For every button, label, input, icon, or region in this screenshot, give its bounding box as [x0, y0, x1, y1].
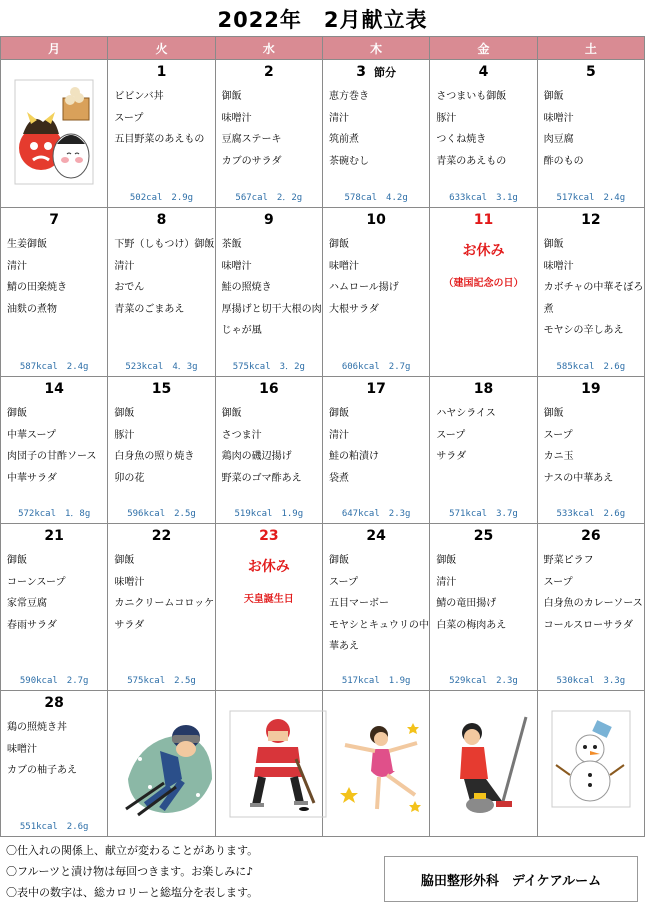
menu-item: さつまいも御飯 [436, 91, 507, 102]
weekday-mon: 月 [1, 37, 108, 60]
menu-item: スープ [543, 576, 573, 588]
menu-item: 清汁 [328, 429, 349, 441]
menu-items [430, 546, 536, 636]
day-cell [322, 208, 429, 377]
day-number: 11 [473, 212, 494, 228]
day-cell [430, 60, 537, 208]
figure-skater-icon [335, 709, 417, 817]
menu-item: 白身魚のカレーソース [543, 598, 643, 609]
day-number: 8 [156, 212, 167, 228]
menu-item: おでん [114, 282, 145, 293]
menu-items [538, 399, 644, 489]
day-cell [1, 377, 108, 524]
day-cell [215, 208, 322, 377]
menu-item: 鶏の照焼き丼 [7, 722, 67, 733]
menu-item: つくね焼き [436, 134, 487, 145]
calorie-salt-info: 633kcal 3.1g [449, 193, 518, 203]
holiday-notice [430, 240, 536, 289]
menu-item: スープ [328, 576, 358, 588]
day-number: 12 [581, 212, 601, 228]
menu-item: 味噌汁 [221, 260, 252, 272]
menu-item: ビビンバ丼 [114, 91, 164, 102]
curling-player-icon [442, 709, 524, 817]
menu-item: 御飯 [114, 408, 135, 419]
day-cell [430, 377, 537, 524]
menu-item: 家常豆腐 [7, 598, 47, 609]
day-cell [322, 524, 429, 691]
menu-item: 御飯 [543, 239, 564, 250]
day-cell [215, 60, 322, 208]
menu-item: 御飯 [114, 555, 135, 566]
weekday-header [1, 37, 645, 60]
day-cell [430, 691, 537, 837]
calorie-salt-info: 578cal 4.2g [344, 193, 408, 203]
day-cell [430, 524, 537, 691]
weekday-tue: 火 [108, 37, 215, 60]
menu-item: 春雨サラダ [7, 619, 57, 631]
organization-name: 脇田整形外科 デイケアルーム [384, 856, 638, 902]
calorie-salt-info: 571kcal 3.7g [449, 509, 518, 519]
calorie-salt-info: 517kcal 2.4g [556, 193, 626, 203]
menu-item: 茶飯 [221, 239, 242, 250]
menu-item: モヤシとキュウリの中華あえ [328, 619, 429, 652]
menu-item: 中華サラダ [7, 472, 57, 484]
holiday-label: お休み [247, 559, 290, 575]
menu-item: モヤシの辛しあえ [543, 325, 624, 336]
day-number: 19 [581, 381, 601, 397]
menu-item: さつま汁 [221, 429, 262, 441]
calorie-salt-info: 567cal 2．2g [235, 193, 303, 203]
menu-item: 味噌汁 [221, 112, 252, 124]
calorie-salt-info: 606kcal 2.7g [341, 362, 411, 372]
day-cell [1, 524, 108, 691]
menu-item: コールスローサラダ [543, 619, 634, 631]
day-number: 26 [581, 528, 601, 544]
menu-item: 鮭の照焼き [221, 282, 272, 293]
menu-items [323, 82, 429, 172]
menu-items [1, 713, 107, 782]
menu-items [108, 82, 214, 151]
menu-items [538, 82, 644, 172]
day-cell [108, 208, 215, 377]
menu-item: 鯖の田楽焼き [7, 282, 67, 293]
menu-item: 下野（しもつけ）御飯 [114, 239, 215, 250]
week-row [1, 60, 645, 208]
calorie-salt-info: 647kcal 2.3g [341, 509, 411, 519]
day-cell [430, 208, 537, 377]
menu-item: 味噌汁 [114, 576, 145, 588]
menu-items [430, 82, 536, 172]
menu-item: スープ [436, 429, 466, 441]
note: 〇フルーツと漬け物は毎回つきます。お楽しみに♪ [6, 865, 254, 878]
menu-items [323, 546, 429, 658]
day-cell [215, 377, 322, 524]
day-cell [215, 691, 322, 837]
menu-item: カニクリームコロッケ [114, 598, 215, 609]
menu-items [216, 399, 322, 489]
menu-item: 味噌汁 [543, 112, 574, 124]
note: 〇仕入れの関係上、献立が変わることがあります。 [6, 844, 259, 857]
menu-item: カニ玉 [543, 451, 574, 462]
menu-item: 味噌汁 [543, 260, 574, 272]
week-row [1, 691, 645, 837]
menu-item: 恵方巻き [328, 91, 369, 102]
day-number: 1 [156, 64, 167, 80]
menu-item: 白身魚の照り焼き [114, 451, 195, 462]
menu-item: 御飯 [328, 408, 349, 419]
menu-item: 御飯 [7, 555, 27, 566]
menu-item: 御飯 [7, 408, 27, 419]
day-number: 15 [151, 381, 172, 397]
page-title: 2022年 2月献立表 [217, 8, 428, 32]
ice-hockey-player-icon [228, 709, 310, 817]
day-number: 23 [259, 528, 279, 544]
calorie-salt-info: 517kcal 1.9g [341, 676, 411, 686]
day-number: 9 [263, 212, 274, 228]
snowman-icon [550, 709, 632, 817]
menu-item: スープ [114, 112, 144, 124]
day-number: 28 [44, 695, 64, 711]
menu-item: 野菜のゴマ酢あえ [221, 472, 302, 484]
menu-item: 青菜のあえもの [436, 155, 507, 167]
menu-items [430, 399, 536, 468]
menu-item: サラダ [114, 619, 145, 631]
day-cell [1, 691, 108, 837]
day-cell [108, 60, 215, 208]
calorie-salt-info: 585kcal 2.6g [556, 362, 626, 372]
setsubun-oni-otafuku-icon [13, 78, 95, 186]
day-number: 2 [263, 64, 274, 80]
day-cell [322, 377, 429, 524]
day-number: 18 [473, 381, 494, 397]
menu-item: ハムロール揚げ [328, 282, 399, 293]
calorie-salt-info: 575kcal 2.5g [127, 676, 196, 686]
calorie-salt-info: 551kcal 2.6g [19, 822, 89, 832]
menu-item: 大根サラダ [328, 303, 379, 315]
menu-item: 味噌汁 [7, 743, 37, 755]
menu-item: 袋煮 [328, 472, 349, 484]
day-number: 24 [366, 528, 386, 544]
calorie-salt-info: 530kcal 3.3g [556, 676, 626, 686]
day-number: 3 節分 [356, 64, 397, 80]
menu-item: 茶碗むし [328, 155, 369, 167]
weekday-fri: 金 [430, 37, 537, 60]
calorie-salt-info: 572kcal 1．8g [18, 509, 91, 519]
day-number: 10 [366, 212, 386, 228]
day-number: 14 [44, 381, 64, 397]
menu-item: 清汁 [7, 260, 27, 272]
menu-item: ハヤシライス [436, 408, 496, 419]
menu-item: 生姜御飯 [7, 239, 47, 250]
menu-item: カボチャの中華そぼろ煮 [543, 282, 644, 315]
calorie-salt-info: 575kcal 3．2g [232, 362, 305, 372]
menu-items [1, 399, 107, 489]
menu-item: 青菜のごまあえ [114, 303, 185, 315]
note: 〇表中の数字は、総カロリーと総塩分を表します。 [6, 886, 259, 899]
week-row [1, 377, 645, 524]
menu-item: 清汁 [436, 576, 457, 588]
menu-item: コーンスープ [7, 576, 66, 588]
menu-item: 酢のもの [543, 155, 584, 167]
ski-jumper-icon [120, 709, 202, 817]
week-row [1, 208, 645, 377]
menu-item: 中華スープ [7, 429, 56, 441]
day-cell [537, 208, 644, 377]
day-cell [108, 691, 215, 837]
notes [6, 840, 258, 903]
menu-item: 鯖の竜田揚げ [436, 598, 497, 609]
menu-item: 御飯 [221, 408, 242, 419]
menu-item: 五目マーボー [328, 598, 389, 609]
menu-item: 清汁 [328, 112, 349, 124]
menu-items [108, 546, 214, 636]
menu-item: 肉豆腐 [543, 134, 574, 145]
menu-items [323, 399, 429, 489]
holiday-label: お休み [462, 243, 505, 259]
day-number: 22 [151, 528, 172, 544]
menu-item: 鮭の粕漬け [328, 451, 379, 462]
menu-items [323, 230, 429, 320]
day-cell [537, 377, 644, 524]
day-number: 17 [366, 381, 386, 397]
holiday-notice [216, 556, 322, 605]
week-row [1, 524, 645, 691]
calorie-salt-info: 590kcal 2.7g [19, 676, 89, 686]
day-cell [215, 524, 322, 691]
menu-item: スープ [543, 429, 573, 441]
day-event: 節分 [374, 66, 397, 79]
day-cell [537, 524, 644, 691]
menu-calendar [0, 36, 645, 837]
menu-item: 豚汁 [114, 429, 135, 441]
weekday-sat: 土 [537, 37, 644, 60]
menu-item: カブのサラダ [221, 155, 282, 167]
weekday-thu: 木 [322, 37, 429, 60]
day-cell [108, 524, 215, 691]
day-cell [322, 60, 429, 208]
day-number: 21 [44, 528, 64, 544]
menu-item: ナスの中華あえ [543, 472, 614, 484]
calorie-salt-info: 519kcal 1.9g [234, 509, 304, 519]
menu-item: 筑前煮 [328, 134, 359, 145]
menu-item: 御飯 [328, 555, 349, 566]
menu-item: 清汁 [114, 260, 135, 272]
calorie-salt-info: 587kcal 2.4g [19, 362, 89, 372]
calorie-salt-info: 529kcal 2.3g [449, 676, 518, 686]
day-number: 7 [49, 212, 60, 228]
day-cell [537, 691, 644, 837]
day-cell [1, 208, 108, 377]
menu-item: サラダ [436, 451, 467, 462]
menu-item: 豚汁 [436, 112, 457, 124]
menu-item: 油麩の煮物 [7, 303, 57, 315]
menu-items [216, 82, 322, 172]
menu-items [538, 230, 644, 342]
day-cell [322, 691, 429, 837]
holiday-name: （建国記念の日） [443, 278, 524, 289]
menu-item: 御飯 [221, 91, 242, 102]
menu-item: 御飯 [328, 239, 349, 250]
menu-item: 卯の花 [114, 472, 145, 484]
calorie-salt-info: 502cal 2.9g [129, 193, 194, 203]
calorie-salt-info: 596kcal 2.5g [127, 509, 196, 519]
menu-items [538, 546, 644, 636]
menu-items [1, 546, 107, 636]
menu-items [1, 230, 107, 320]
menu-item: 五目野菜のあえもの [114, 134, 205, 145]
day-number: 5 [585, 64, 596, 80]
weekday-wed: 水 [215, 37, 322, 60]
day-cell [108, 377, 215, 524]
calorie-salt-info: 533kcal 2.6g [556, 509, 626, 519]
menu-item: 御飯 [543, 408, 564, 419]
menu-item: カブの柚子あえ [7, 765, 77, 776]
menu-item: 御飯 [436, 555, 457, 566]
menu-item: 豆腐ステーキ [221, 134, 282, 145]
menu-items [108, 399, 214, 489]
day-number: 25 [473, 528, 494, 544]
menu-item: 味噌汁 [328, 260, 359, 272]
day-cell [1, 60, 108, 208]
menu-item: 野菜ピラフ [543, 555, 594, 566]
menu-item: 鶏肉の磯辺揚げ [221, 451, 292, 462]
menu-items [108, 230, 214, 320]
menu-item: 御飯 [543, 91, 564, 102]
day-number: 4 [478, 64, 489, 80]
menu-items [216, 230, 322, 342]
holiday-name: 天皇誕生日 [243, 594, 294, 605]
menu-item: 白菜の梅肉あえ [436, 619, 507, 631]
menu-item: 厚揚げと切干大根の肉じゃが風 [221, 303, 322, 336]
day-number: 16 [259, 381, 279, 397]
menu-item: 肉団子の甘酢ソース [7, 451, 97, 462]
calorie-salt-info: 523kcal 4．3g [125, 362, 198, 372]
day-cell [537, 60, 644, 208]
